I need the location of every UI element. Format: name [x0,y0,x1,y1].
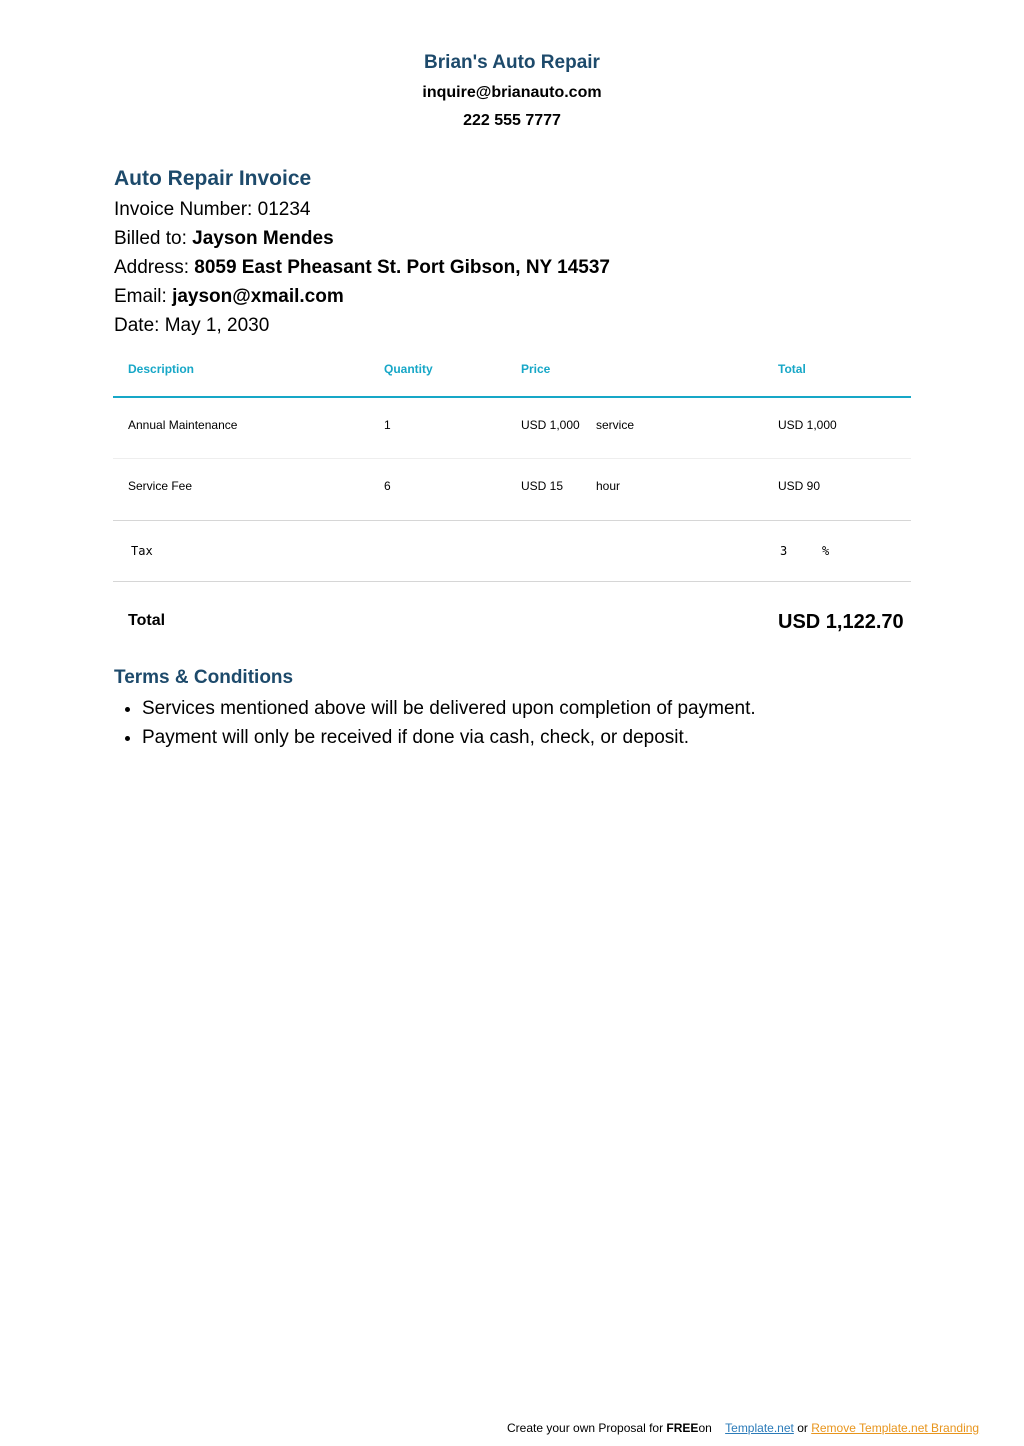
row-1-price: USD 1,000 [521,418,580,432]
tax-value: 3 [780,544,788,558]
row-divider [113,458,911,459]
email-value: jayson@xmail.com [172,286,344,307]
invoice-title: Auto Repair Invoice [114,167,312,190]
email-line [114,286,344,308]
footer-or: or [797,1421,808,1435]
footer-free: FREE [666,1421,699,1435]
terms-title: Terms & Conditions [114,667,294,688]
invoice-number-line [114,199,310,221]
company-phone: 222 555 7777 [463,112,561,129]
billed-to-label: Billed to: [114,228,187,249]
company-email: inquire@brianauto.com [422,84,602,101]
header-divider [113,396,911,398]
row-1-total: USD 1,000 [778,418,837,432]
terms-item: • Services mentioned above will be delivered upon completion of payment. [142,694,756,723]
header-quantity: Quantity [384,362,433,376]
row-1-description: Annual Maintenance [128,418,238,432]
email-label: Email: [114,286,167,307]
address-value: 8059 East Pheasant St. Port Gibson, NY 14537 [194,257,610,278]
total-value: USD 1,122.70 [778,611,904,633]
total-label: Total [128,612,166,629]
address-label: Address: [114,257,189,278]
template-net-link[interactable]: Template.net [725,1421,794,1435]
remove-branding-link[interactable]: Remove Template.net Branding [811,1421,980,1435]
row-2-quantity: 6 [384,479,391,493]
header-price: Price [521,362,551,376]
row-2-total: USD 90 [778,479,821,493]
date-line [114,315,269,337]
footer-branding [507,1421,979,1435]
tax-label: Tax [131,544,153,558]
invoice-number-value: 01234 [257,199,311,220]
invoice-number-label: Invoice Number: [114,199,253,220]
row-2-description: Service Fee [128,479,193,493]
header-description: Description [128,362,195,376]
row-2-price: USD 15 [521,479,564,493]
address-line [114,257,610,279]
date-label: Date: [114,315,160,336]
billed-to-line [114,228,334,250]
footer-on: on [698,1421,712,1435]
tax-unit: % [822,544,830,558]
row-2-unit: hour [596,479,621,493]
row-divider [113,520,911,521]
row-1-unit: service [596,418,635,432]
terms-list [114,694,756,752]
row-1-quantity: 1 [384,418,391,432]
company-name: Brian's Auto Repair [424,52,600,73]
row-divider [113,581,911,582]
terms-item: • Payment will only be received if done via cash, check, or deposit. [142,723,756,752]
date-value: May 1, 2030 [164,315,270,336]
header-total: Total [778,362,806,376]
billed-to-value: Jayson Mendes [192,228,334,249]
footer-text: Create your own Proposal for [507,1421,664,1435]
